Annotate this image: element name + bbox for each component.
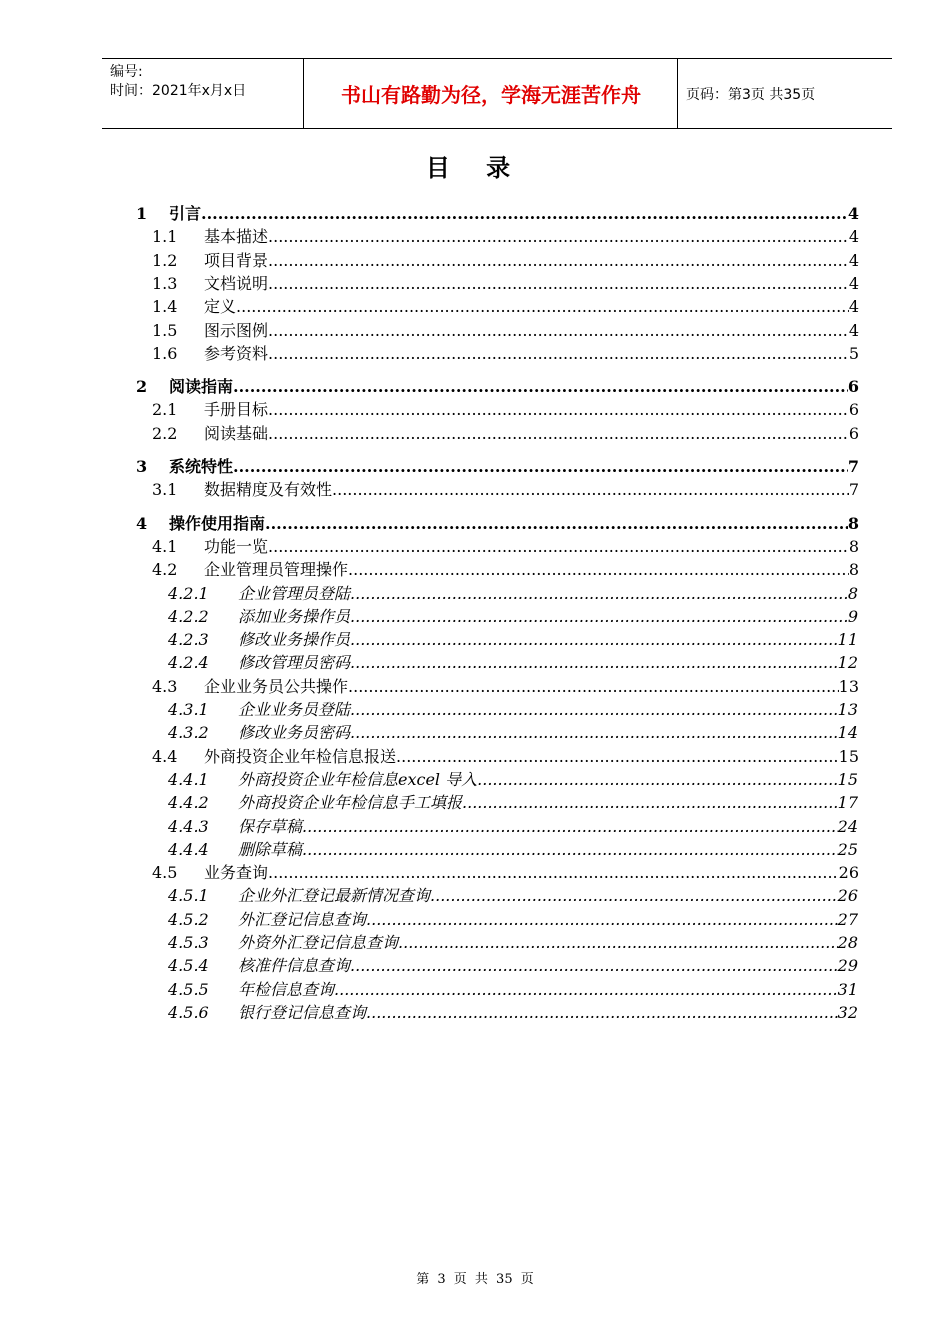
toc-entry-page: 13 bbox=[837, 700, 858, 719]
toc-entry[interactable] bbox=[0, 676, 950, 698]
toc-entry-number: 4.3.1 bbox=[168, 700, 209, 719]
toc-entry-title: 外资外汇登记信息查询 bbox=[238, 933, 399, 952]
toc-entry-line bbox=[238, 909, 858, 931]
toc-entry[interactable] bbox=[0, 862, 950, 884]
toc-leader-dots bbox=[396, 746, 839, 768]
toc-entry-title: 修改管理员密码 bbox=[238, 653, 351, 673]
toc-entry-number: 4.3.2 bbox=[168, 723, 209, 743]
toc-entry-page: 32 bbox=[837, 1002, 858, 1022]
toc-entry-number: 1.3 bbox=[152, 273, 178, 293]
toc-leader-dots bbox=[334, 979, 838, 1001]
toc-leader-dots bbox=[236, 296, 849, 318]
toc-entry-line bbox=[238, 792, 858, 814]
toc-entry[interactable] bbox=[0, 699, 950, 721]
toc-entry-page: 31 bbox=[837, 979, 858, 999]
toc-entry-title: 手册目标 bbox=[204, 400, 269, 420]
toc-entry-line bbox=[204, 320, 859, 342]
toc-entry-page: 6 bbox=[847, 377, 859, 397]
toc-entry[interactable] bbox=[0, 885, 950, 907]
toc-entry-page: 28 bbox=[837, 933, 858, 952]
toc-entry-line bbox=[169, 456, 859, 478]
toc-entry-title: 外商投资企业年检信息excel 导入 bbox=[238, 769, 478, 789]
time-label: 时间：2021年x月x日 bbox=[110, 83, 247, 99]
toc-entry-title: 阅读指南 bbox=[169, 377, 234, 397]
toc-leader-dots bbox=[268, 273, 849, 295]
toc-leader-dots bbox=[430, 885, 838, 907]
toc-entry-number: 4.5.1 bbox=[168, 886, 209, 906]
toc-entry-title: 功能一览 bbox=[204, 536, 269, 556]
toc-entry[interactable] bbox=[0, 203, 950, 225]
toc-entry-page: 4 bbox=[848, 227, 859, 247]
toc-leader-dots bbox=[348, 559, 849, 581]
toc-leader-dots bbox=[366, 909, 838, 931]
toc-entry[interactable] bbox=[0, 722, 950, 744]
toc-leader-dots bbox=[268, 536, 849, 558]
toc-entry-line bbox=[204, 676, 859, 698]
header-divider bbox=[677, 59, 678, 128]
toc-entry-number: 4.3 bbox=[152, 676, 178, 696]
toc-entry-line bbox=[238, 629, 858, 651]
toc-entry-number: 1.4 bbox=[152, 297, 178, 317]
toc-entry-line bbox=[204, 479, 859, 501]
toc-entry[interactable] bbox=[0, 629, 950, 651]
toc-entry-page: 15 bbox=[838, 746, 859, 766]
toc-leader-dots bbox=[348, 676, 839, 698]
toc-entry-line bbox=[204, 862, 859, 884]
toc-leader-dots bbox=[268, 250, 849, 272]
toc-entry-page: 6 bbox=[848, 400, 859, 420]
toc-entry-number: 4.1 bbox=[152, 536, 178, 556]
toc-entry-title: 银行登记信息查询 bbox=[238, 1002, 367, 1022]
toc-entry-page: 8 bbox=[848, 536, 859, 556]
header-page-info: 页码：第3页 共35页 bbox=[686, 86, 816, 103]
toc-entry-line bbox=[204, 399, 859, 421]
toc-entry-title: 操作使用指南 bbox=[169, 513, 266, 533]
toc-entry-title: 项目背景 bbox=[204, 250, 269, 270]
toc-entry-page: 14 bbox=[837, 723, 858, 743]
toc-entry[interactable] bbox=[0, 769, 950, 791]
toc-entry[interactable] bbox=[0, 979, 950, 1001]
toc-leader-dots bbox=[268, 343, 849, 365]
toc-entry-page: 4 bbox=[848, 250, 859, 270]
toc-entry-page: 8 bbox=[847, 583, 858, 603]
toc-entry-page: 11 bbox=[837, 630, 858, 650]
toc-entry-number: 4.2.4 bbox=[168, 653, 209, 673]
toc-entry-number: 4.2.1 bbox=[168, 583, 209, 603]
toc-entry-number: 4 bbox=[136, 513, 148, 533]
toc-entry-title: 参考资料 bbox=[204, 343, 269, 363]
toc-entry-page: 4 bbox=[848, 273, 859, 293]
toc-entry[interactable] bbox=[0, 296, 950, 318]
toc-entry-page: 8 bbox=[847, 513, 859, 533]
page-header bbox=[102, 58, 892, 129]
toc-entry-number: 4.5.3 bbox=[168, 933, 209, 952]
toc-entry-line bbox=[169, 513, 859, 535]
toc-entry-line bbox=[204, 296, 859, 318]
toc-entry-title: 企业管理员管理操作 bbox=[204, 560, 349, 580]
toc-entry-page: 12 bbox=[837, 653, 858, 673]
toc-entry-page: 26 bbox=[838, 863, 859, 883]
toc-leader-dots bbox=[350, 955, 838, 977]
toc-leader-dots bbox=[201, 203, 848, 225]
toc-entry-title: 企业管理员登陆 bbox=[238, 583, 351, 603]
toc-leader-dots bbox=[477, 769, 838, 791]
toc-entry-title: 核准件信息查询 bbox=[238, 956, 351, 976]
toc-entry-line bbox=[238, 1002, 858, 1024]
toc-entry-line bbox=[238, 769, 858, 791]
toc-entry-page: 7 bbox=[847, 457, 859, 476]
toc-entry-number: 2.1 bbox=[152, 400, 178, 420]
toc-entry-line bbox=[238, 979, 858, 1001]
toc-entry-page: 25 bbox=[837, 839, 858, 859]
toc-entry-line bbox=[238, 885, 858, 907]
toc-entry-number: 4.4.4 bbox=[168, 839, 209, 859]
toc-leader-dots bbox=[268, 423, 849, 445]
toc-entry-title: 阅读基础 bbox=[204, 423, 269, 443]
toc-entry[interactable] bbox=[0, 652, 950, 674]
toc-leader-dots bbox=[350, 652, 838, 674]
toc-entry-title: 文档说明 bbox=[204, 273, 269, 293]
toc-entry[interactable] bbox=[0, 226, 950, 248]
toc-entry-line bbox=[238, 606, 858, 628]
toc-entry-page: 7 bbox=[848, 480, 859, 500]
toc-entry-page: 5 bbox=[848, 343, 859, 363]
toc-entry[interactable] bbox=[0, 479, 950, 501]
page-title: 目 录 bbox=[425, 154, 525, 182]
toc-entry-line bbox=[204, 746, 859, 768]
toc-entry-page: 17 bbox=[837, 793, 858, 813]
toc-entry-page: 4 bbox=[848, 297, 859, 317]
toc-entry[interactable] bbox=[0, 583, 950, 605]
toc-entry-number: 4.2.3 bbox=[168, 630, 209, 650]
toc-entry-number: 1.1 bbox=[152, 227, 178, 247]
toc-entry-line bbox=[238, 583, 858, 605]
toc-entry-line bbox=[238, 816, 858, 838]
toc-entry[interactable] bbox=[0, 423, 950, 445]
toc-entry-page: 15 bbox=[837, 769, 858, 789]
toc-leader-dots bbox=[302, 839, 838, 861]
toc-entry-title: 保存草稿 bbox=[238, 816, 303, 836]
toc-entry[interactable] bbox=[0, 513, 950, 535]
toc-entry[interactable] bbox=[0, 376, 950, 398]
toc-entry-page: 24 bbox=[837, 816, 858, 836]
toc-entry-title: 修改业务员密码 bbox=[238, 723, 351, 743]
toc-leader-dots bbox=[268, 226, 849, 248]
toc-entry-page: 6 bbox=[848, 423, 859, 443]
toc-leader-dots bbox=[265, 513, 848, 535]
toc-entry-page: 13 bbox=[838, 676, 859, 696]
toc-leader-dots bbox=[233, 376, 848, 398]
toc-entry[interactable] bbox=[0, 909, 950, 931]
header-motto: 书山有路勤为径，学海无涯苦作舟 bbox=[341, 83, 641, 107]
toc-entry-number: 4.4.1 bbox=[168, 769, 209, 789]
toc-entry-title: 企业外汇登记最新情况查询 bbox=[238, 886, 431, 906]
toc-entry-number: 1.2 bbox=[152, 250, 178, 270]
page-footer: 第 3 页 共 35 页 bbox=[416, 1272, 534, 1287]
toc-leader-dots bbox=[462, 792, 838, 814]
toc-entry-page: 8 bbox=[848, 560, 859, 580]
toc-entry[interactable] bbox=[0, 536, 950, 558]
toc-entry-line bbox=[238, 699, 858, 721]
toc-entry-page: 4 bbox=[848, 320, 859, 340]
toc-entry-title: 外汇登记信息查询 bbox=[238, 909, 367, 929]
toc-entry[interactable] bbox=[0, 839, 950, 861]
toc-entry-line bbox=[238, 652, 858, 674]
toc-entry-line bbox=[204, 343, 859, 365]
toc-entry-number: 4.4 bbox=[152, 746, 178, 766]
toc-entry[interactable] bbox=[0, 399, 950, 421]
toc-entry-title: 图示图例 bbox=[204, 320, 269, 340]
toc-entry-line bbox=[169, 376, 859, 398]
toc-entry-number: 4.5.6 bbox=[168, 1002, 209, 1022]
toc-entry[interactable] bbox=[0, 343, 950, 365]
toc-entry-title: 外商投资企业年检信息报送 bbox=[204, 746, 397, 766]
toc-entry-number: 1.5 bbox=[152, 320, 178, 340]
toc-entry-title: 基本描述 bbox=[204, 227, 269, 247]
toc-entry-page: 4 bbox=[847, 204, 859, 223]
toc-entry-number: 4.5 bbox=[152, 863, 178, 883]
toc-entry-line bbox=[204, 536, 859, 558]
toc-leader-dots bbox=[233, 456, 848, 478]
toc-entry-title: 企业业务员登陆 bbox=[238, 700, 351, 719]
toc-leader-dots bbox=[268, 862, 839, 884]
toc-entry-line bbox=[238, 722, 858, 744]
toc-entry-page: 29 bbox=[837, 956, 858, 976]
toc-entry-number: 4.2 bbox=[152, 560, 178, 580]
toc-entry[interactable] bbox=[0, 955, 950, 977]
toc-entry-number: 4.4.2 bbox=[168, 793, 209, 813]
toc-entry-page: 9 bbox=[847, 606, 858, 626]
serial-label: 编号: bbox=[110, 64, 143, 80]
toc-entry-title: 删除草稿 bbox=[238, 839, 303, 859]
toc-entry[interactable] bbox=[0, 250, 950, 272]
toc-entry-title: 定义 bbox=[204, 297, 237, 317]
toc-entry-number: 4.5.5 bbox=[168, 979, 209, 999]
toc-entry[interactable] bbox=[0, 1002, 950, 1024]
toc-entry-title: 数据精度及有效性 bbox=[204, 480, 333, 500]
toc-entry[interactable] bbox=[0, 816, 950, 838]
toc-entry-line bbox=[204, 273, 859, 295]
toc-entry[interactable] bbox=[0, 932, 950, 954]
toc-entry-line bbox=[238, 839, 858, 861]
toc-leader-dots bbox=[332, 479, 849, 501]
toc-entry[interactable] bbox=[0, 746, 950, 768]
toc-leader-dots bbox=[398, 932, 838, 954]
toc-entry-line bbox=[204, 226, 859, 248]
toc-entry-title: 添加业务操作员 bbox=[238, 606, 351, 626]
toc-leader-dots bbox=[350, 722, 838, 744]
toc-entry-title: 年检信息查询 bbox=[238, 979, 335, 999]
toc-entry[interactable] bbox=[0, 606, 950, 628]
toc-entry-number: 4.4.3 bbox=[168, 816, 209, 836]
toc-leader-dots bbox=[268, 399, 849, 421]
toc-entry[interactable] bbox=[0, 273, 950, 295]
toc-entry[interactable] bbox=[0, 559, 950, 581]
toc-entry-number: 4.5.4 bbox=[168, 956, 209, 976]
toc-leader-dots bbox=[350, 699, 838, 721]
toc-leader-dots bbox=[350, 583, 848, 605]
toc-entry[interactable] bbox=[0, 320, 950, 342]
toc-entry-title: 外商投资企业年检信息手工填报 bbox=[238, 793, 463, 813]
toc-entry[interactable] bbox=[0, 456, 950, 478]
toc-entry-number: 4.5.2 bbox=[168, 909, 209, 929]
toc-entry-number: 3 bbox=[136, 457, 148, 476]
toc-entry-title: 修改业务操作员 bbox=[238, 630, 351, 650]
toc-entry-number: 3.1 bbox=[152, 480, 178, 500]
toc-leader-dots bbox=[350, 606, 848, 628]
toc-entry[interactable] bbox=[0, 792, 950, 814]
toc-entry-line bbox=[238, 932, 858, 954]
toc-entry-title: 引言 bbox=[169, 204, 202, 223]
toc-entry-number: 4.2.2 bbox=[168, 606, 209, 626]
toc-entry-line bbox=[204, 423, 859, 445]
toc-entry-number: 2.2 bbox=[152, 423, 178, 443]
toc-entry-line bbox=[204, 559, 859, 581]
toc-leader-dots bbox=[268, 320, 849, 342]
toc-entry-number: 2 bbox=[136, 377, 148, 397]
toc-entry-title: 业务查询 bbox=[204, 863, 269, 883]
toc-entry-title: 企业业务员公共操作 bbox=[204, 676, 349, 696]
toc-entry-line bbox=[238, 955, 858, 977]
toc-leader-dots bbox=[366, 1002, 838, 1024]
toc-entry-title: 系统特性 bbox=[169, 457, 234, 476]
toc-leader-dots bbox=[350, 629, 838, 651]
toc-entry-page: 26 bbox=[837, 886, 858, 906]
toc-entry-page: 27 bbox=[837, 909, 858, 929]
toc-entry-number: 1.6 bbox=[152, 343, 178, 363]
header-meta bbox=[110, 63, 246, 101]
toc-entry-line bbox=[204, 250, 859, 272]
toc-entry-number: 1 bbox=[136, 204, 148, 223]
toc-entry-line bbox=[169, 203, 859, 225]
toc-leader-dots bbox=[302, 816, 838, 838]
